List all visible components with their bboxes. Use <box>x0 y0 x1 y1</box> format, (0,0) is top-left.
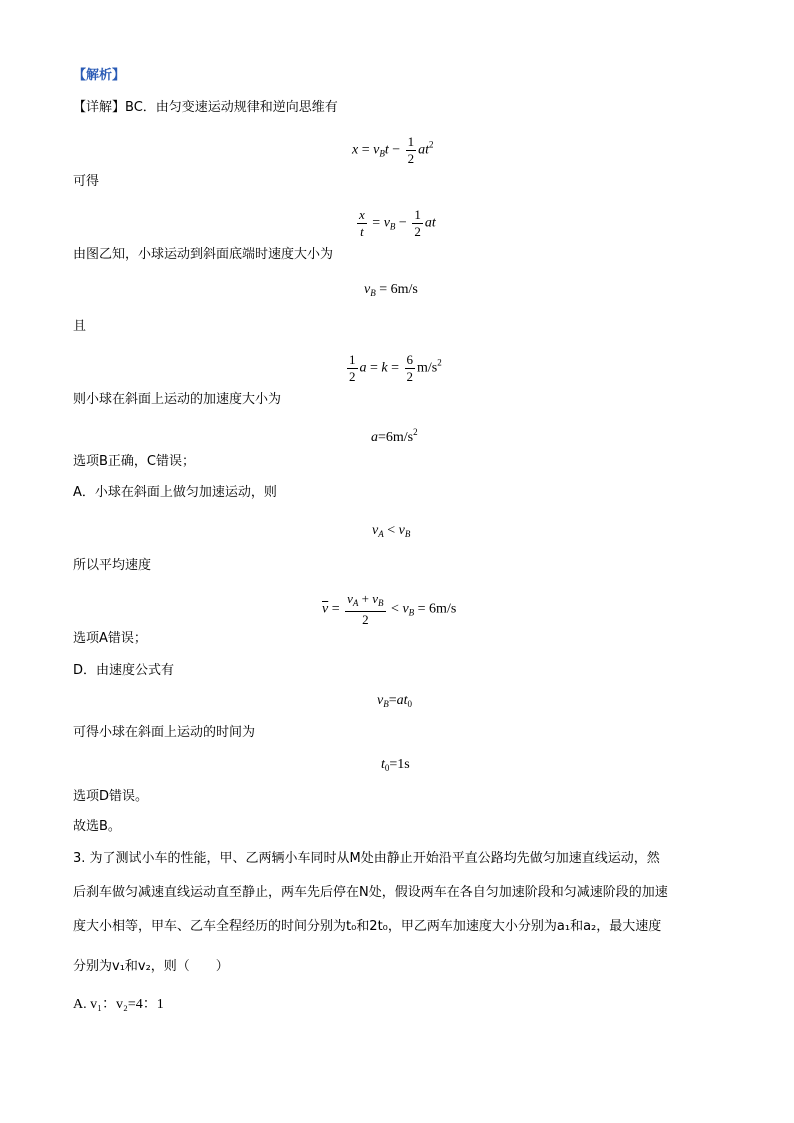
option-d-analysis: D．由速度公式有 <box>73 663 175 678</box>
question-3-line-3: 度大小相等，甲车、乙车全程经历的时间分别为t₀和2t₀，甲乙两车加速度大小分别为a₁和a₂，最大速度 <box>73 919 662 934</box>
avg-speed-text: 所以平均速度 <box>73 558 152 573</box>
can-get-text: 可得 <box>73 174 100 189</box>
equation-displacement: $x = v_Bt$ − $\frac{1}{2}$ $at^2$ <box>352 134 434 166</box>
question-3-option-a: A. v₁：v₂=4：1 <box>73 997 164 1012</box>
accel-text: 则小球在斜面上运动的加速度大小为 <box>73 392 282 407</box>
equation-x-over-t: $\frac{x}{t}$ = $v_B$ − $\frac{1}{2}$ at <box>359 207 436 239</box>
equation-avg-speed: $\overline{v}$ = $\frac{v_A + v_B}{2}$ < $v_B = 6m/s$ <box>322 591 457 627</box>
equation-va-lt-vb: $v_A < v_B$ <box>372 523 411 539</box>
analysis-heading: 【解析】 <box>73 68 126 83</box>
from-graph-text: 由图乙知，小球运动到斜面底端时速度大小为 <box>73 247 334 262</box>
answer-text: 故选B。 <box>73 819 121 834</box>
and-text: 且 <box>73 319 87 334</box>
equation-vb: $v_B = 6m/s$ <box>364 282 418 298</box>
detail-intro: 【详解】BC．由匀变速运动规律和逆向思维有 <box>73 100 338 115</box>
option-a-analysis: A．小球在斜面上做匀加速运动，则 <box>73 485 277 500</box>
equation-accel: $a=6m/s^2$ <box>371 427 418 445</box>
time-text: 可得小球在斜面上运动的时间为 <box>73 725 256 740</box>
question-3-line-1: 3. 为了测试小车的性能，甲、乙两辆小车同时从M处由静止开始沿平直公路均先做匀加速直线运动，然 <box>73 851 660 866</box>
equation-slope: $\frac{1}{2}$ a = k = $\frac{6}{2}$ $m/s^2$ <box>349 352 442 384</box>
question-3-line-4: 分别为v₁和v₂，则（ ） <box>73 959 229 974</box>
option-b-correct: 选项B正确，C错误； <box>73 454 195 469</box>
option-d-wrong: 选项D错误。 <box>73 789 149 804</box>
option-a-wrong: 选项A错误； <box>73 631 147 646</box>
equation-vb-at0: $v_B=at_0$ <box>377 693 413 709</box>
question-3-line-2: 后刹车做匀减速直线运动直至静止，两车先后停在N处，假设两车在各自匀加速阶段和匀减速阶段的加速 <box>73 885 668 900</box>
equation-t0: $t_0=1s$ <box>381 757 410 773</box>
